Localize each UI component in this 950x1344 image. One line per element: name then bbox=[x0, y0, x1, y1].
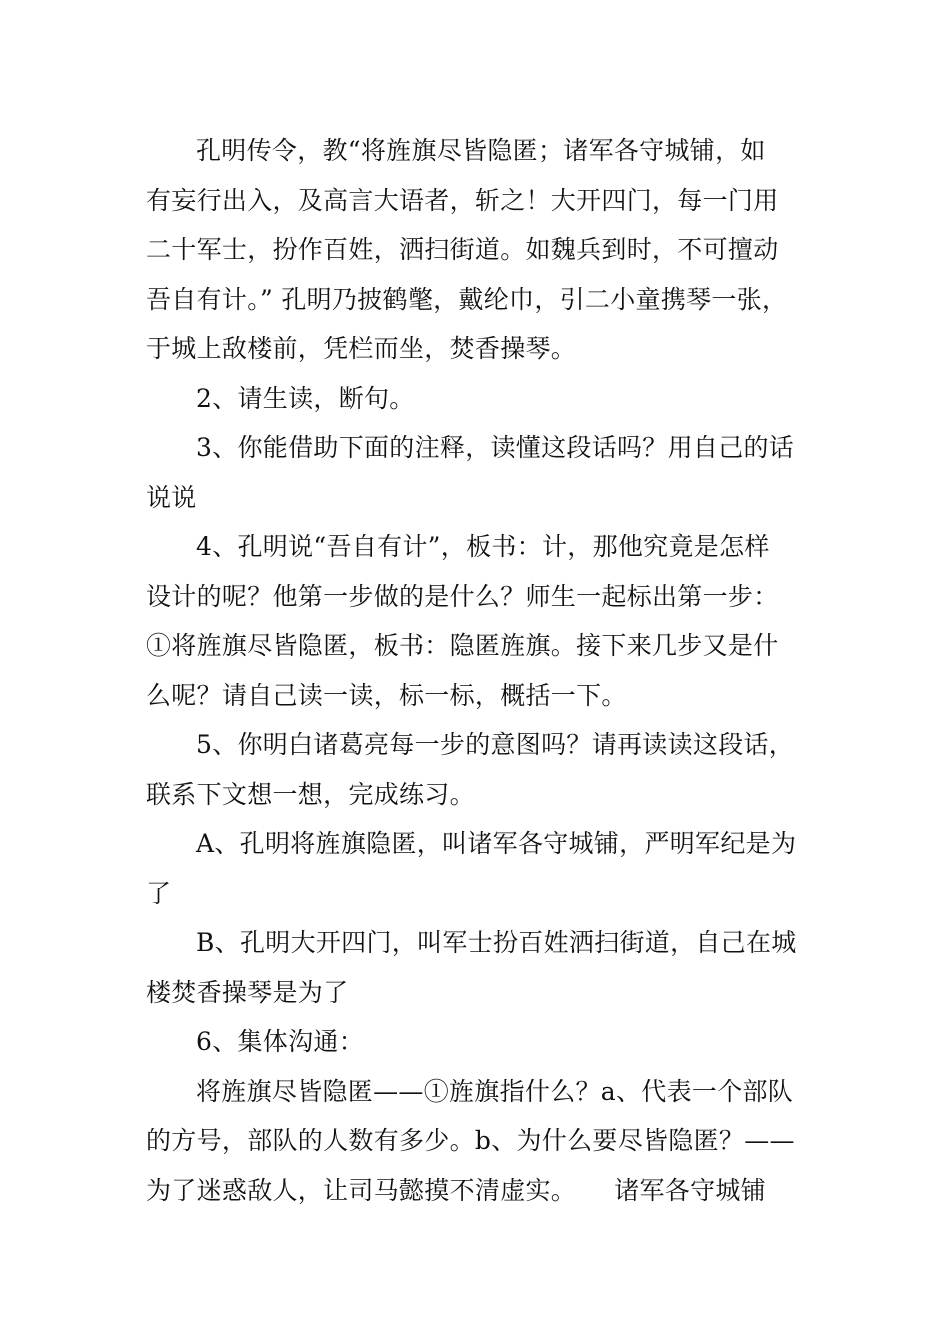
text-line: 4、孔明说“吾自有计”，板书：计，那他究竟是怎样 bbox=[196, 532, 770, 561]
text-line: B、孔明大开四门，叫军士扮百姓洒扫街道，自己在城 bbox=[196, 928, 797, 957]
paragraph-step-3 bbox=[146, 423, 818, 522]
text-line: 的方号，部队的人数有多少。b、为什么要尽皆隐匿？—— bbox=[146, 1126, 795, 1155]
text-line: 二十军士，扮作百姓，洒扫街道。如魏兵到时，不可擅动 bbox=[146, 235, 779, 264]
paragraph-discussion bbox=[146, 1067, 818, 1216]
paragraph-step-4 bbox=[146, 522, 818, 720]
document-body bbox=[146, 126, 818, 1215]
text-line: 5、你明白诸葛亮每一步的意图吗？请再读读这段话， bbox=[196, 730, 795, 759]
paragraph-step-6 bbox=[146, 1017, 818, 1067]
paragraph-exercise-b bbox=[146, 918, 818, 1017]
text-line: 联系下文想一想，完成练习。 bbox=[146, 779, 475, 809]
text-line: 为了迷惑敌人，让司马懿摸不清虚实。 诸军各守城铺 bbox=[146, 1175, 767, 1205]
text-line: 了 bbox=[146, 878, 172, 908]
text-line: 设计的呢？他第一步做的是什么？师生一起标出第一步： bbox=[146, 581, 779, 611]
text-line: 吾自有计。” 孔明乃披鹤氅，戴纶巾，引二小童携琴一张， bbox=[146, 284, 788, 314]
text-line: 将旌旗尽皆隐匿——①旌旗指什么？a、代表一个部队 bbox=[196, 1076, 794, 1106]
text-line: 孔明传令，教“将旌旗尽皆隐匿；诸军各守城铺，如 bbox=[196, 136, 766, 165]
paragraph-step-2 bbox=[146, 374, 818, 424]
text-line: 说说 bbox=[146, 482, 197, 512]
paragraph-quote bbox=[146, 126, 818, 374]
text-line: 有妄行出入，及高言大语者，斩之！大开四门，每一门用 bbox=[146, 185, 779, 215]
text-line: 3、你能借助下面的注释，读懂这段话吗？用自己的话 bbox=[196, 433, 795, 462]
paragraph-exercise-a bbox=[146, 819, 818, 918]
text-line: 楼焚香操琴是为了 bbox=[146, 977, 349, 1007]
text-line: 2、请生读，断句。 bbox=[196, 383, 415, 413]
text-line: ①将旌旗尽皆隐匿，板书：隐匿旌旗。接下来几步又是什 bbox=[146, 631, 779, 660]
text-line: 么呢？请自己读一读，标一标，概括一下。 bbox=[146, 680, 627, 710]
text-line: A、孔明将旌旗隐匿，叫诸军各守城铺，严明军纪是为 bbox=[196, 829, 797, 858]
text-line: 6、集体沟通： bbox=[196, 1027, 365, 1056]
paragraph-step-5 bbox=[146, 720, 818, 819]
text-line: 于城上敌楼前，凭栏而坐，焚香操琴。 bbox=[146, 334, 577, 363]
